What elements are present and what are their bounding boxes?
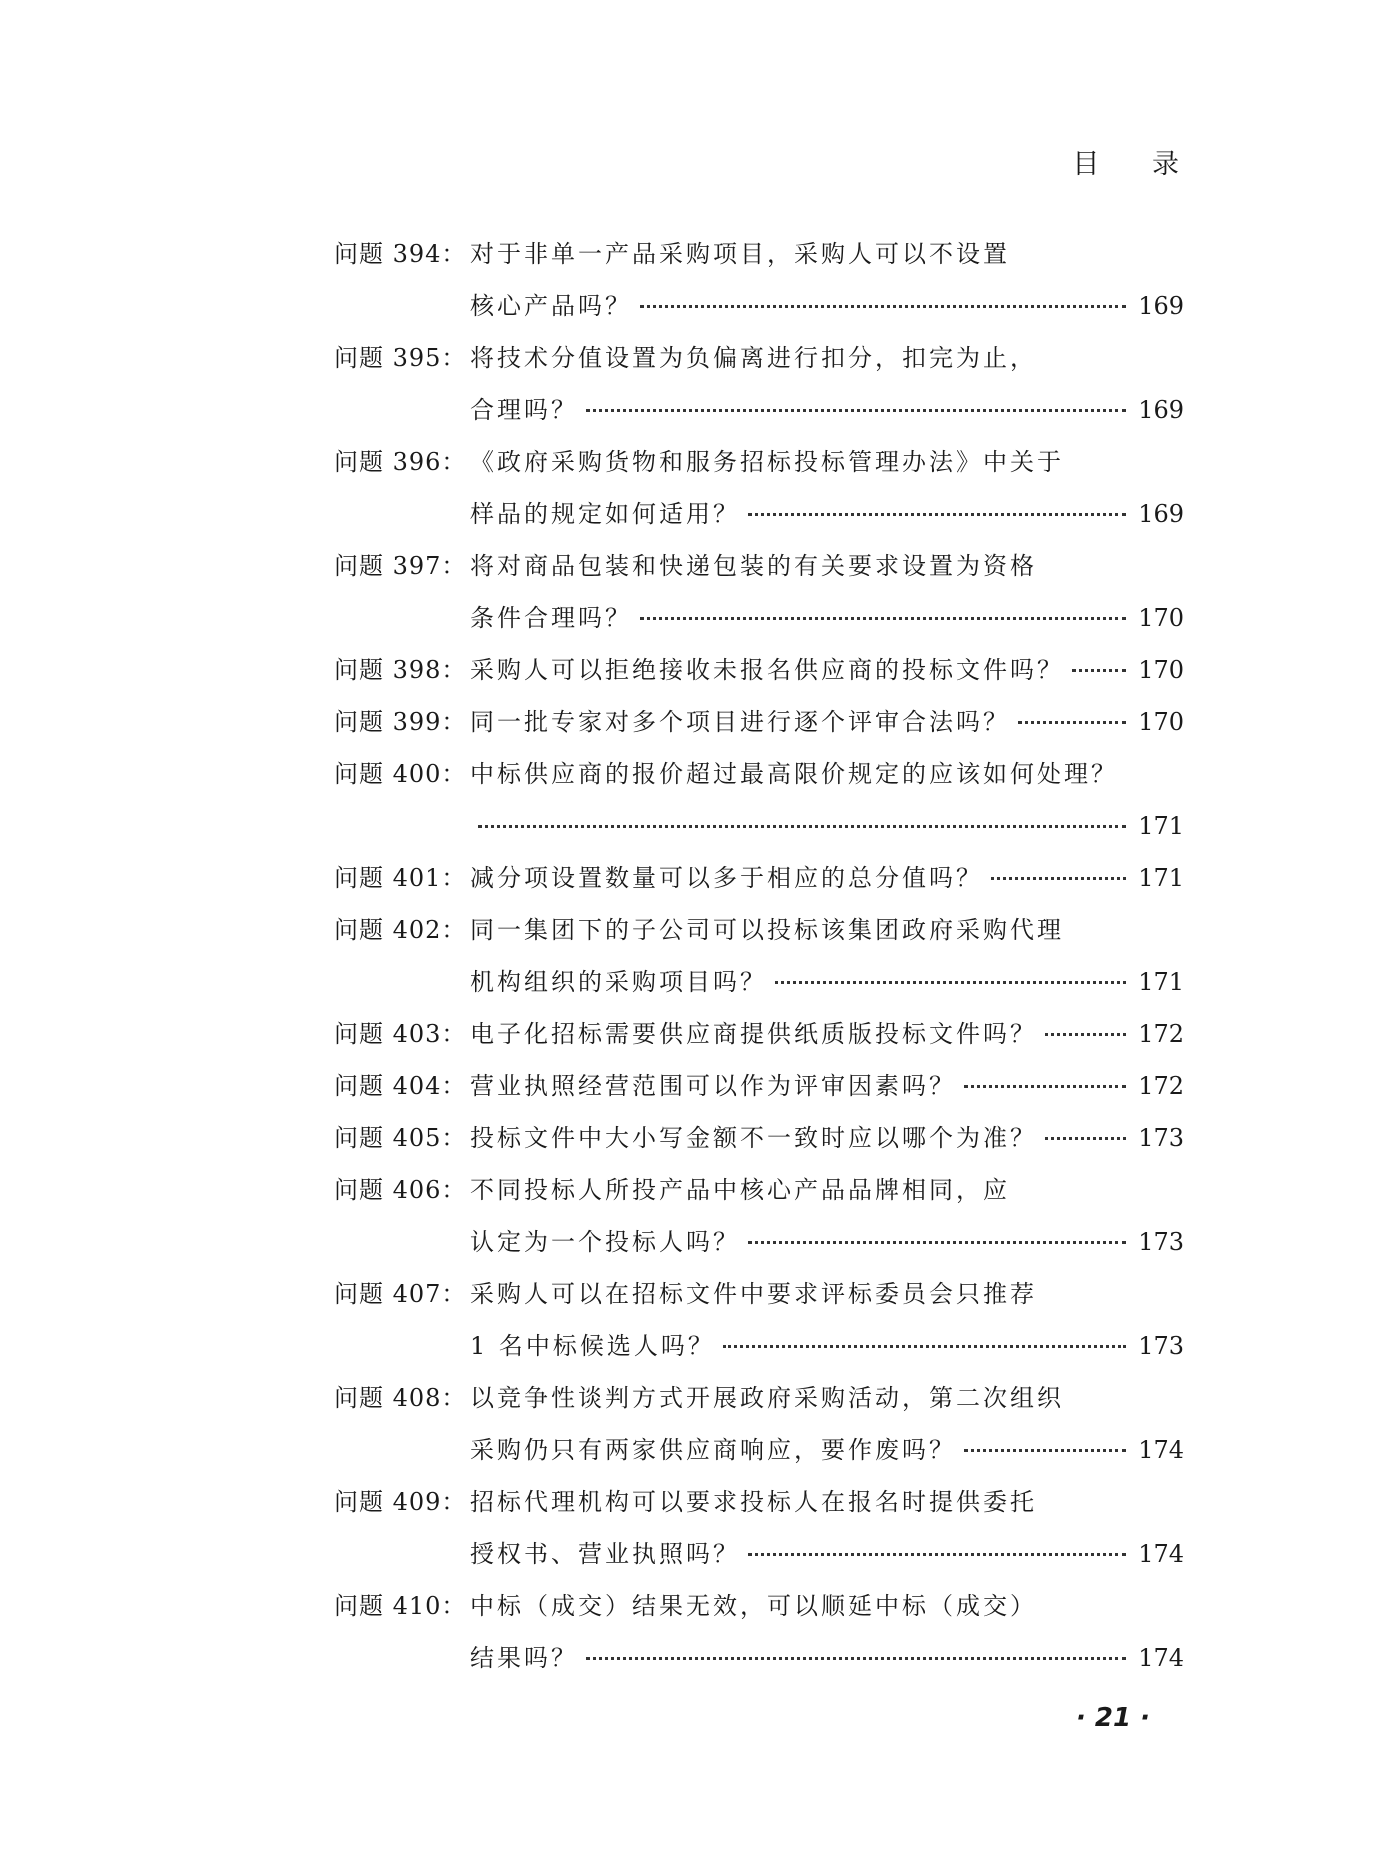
question-text: 以竞争性谈判方式开展政府采购活动，第二次组织 bbox=[470, 1384, 1064, 1412]
toc-entry-line bbox=[334, 1174, 1184, 1206]
toc-entry-last-line bbox=[334, 1642, 1184, 1674]
dot-leader bbox=[478, 825, 1126, 828]
page-number: · 21 · bbox=[1076, 1703, 1151, 1733]
dot-leader bbox=[1018, 721, 1126, 724]
toc-entry-last-line bbox=[334, 394, 1184, 426]
toc-entry bbox=[334, 914, 1184, 998]
toc-entry bbox=[334, 342, 1184, 426]
section-header: 目 录 bbox=[1072, 149, 1201, 180]
toc-entry-last-line bbox=[334, 810, 1184, 842]
page-ref: 169 bbox=[1138, 500, 1184, 528]
question-text: 电子化招标需要供应商提供纸质版投标文件吗？ bbox=[470, 1020, 1037, 1048]
toc-entry-last-line bbox=[334, 290, 1184, 322]
toc-entry-last-line bbox=[334, 1434, 1184, 1466]
dot-leader bbox=[964, 1449, 1126, 1452]
toc-entry-last-line bbox=[334, 1330, 1184, 1362]
question-text: 招标代理机构可以要求投标人在报名时提供委托 bbox=[470, 1488, 1037, 1516]
dot-leader bbox=[723, 1345, 1126, 1348]
toc-entry-line bbox=[334, 914, 1184, 946]
question-text: 营业执照经营范围可以作为评审因素吗？ bbox=[470, 1072, 956, 1100]
toc-entry bbox=[334, 758, 1184, 842]
question-text: 采购仍只有两家供应商响应，要作废吗？ bbox=[470, 1436, 956, 1464]
question-text: 条件合理吗？ bbox=[470, 604, 632, 632]
toc-entry-line bbox=[334, 1382, 1184, 1414]
question-label: 问题 403： bbox=[334, 1020, 467, 1048]
question-label: 问题 405： bbox=[334, 1124, 467, 1152]
toc-entry-line bbox=[334, 1590, 1184, 1622]
question-text: 采购人可以拒绝接收未报名供应商的投标文件吗？ bbox=[470, 656, 1064, 684]
question-text: 授权书、营业执照吗？ bbox=[470, 1540, 740, 1568]
toc-entry bbox=[334, 1122, 1184, 1154]
toc-entry-line bbox=[334, 238, 1184, 270]
question-text: 机构组织的采购项目吗？ bbox=[470, 968, 767, 996]
dot-leader bbox=[586, 409, 1126, 412]
toc-entry bbox=[334, 1070, 1184, 1102]
question-label: 问题 406： bbox=[334, 1176, 467, 1204]
toc-entry-last-line bbox=[334, 1018, 1184, 1050]
question-text: 中标供应商的报价超过最高限价规定的应该如何处理？ bbox=[470, 760, 1118, 788]
page-ref: 169 bbox=[1138, 292, 1184, 320]
toc-entry-line bbox=[334, 758, 1184, 790]
question-label: 问题 404： bbox=[334, 1072, 467, 1100]
question-text: 核心产品吗？ bbox=[470, 292, 632, 320]
dot-leader bbox=[1045, 1137, 1126, 1140]
toc-entry bbox=[334, 446, 1184, 530]
toc-entry bbox=[334, 1174, 1184, 1258]
page-ref: 169 bbox=[1138, 396, 1184, 424]
question-text: 同一集团下的子公司可以投标该集团政府采购代理 bbox=[470, 916, 1064, 944]
dot-leader bbox=[748, 1553, 1126, 1556]
page-ref: 171 bbox=[1138, 864, 1184, 892]
question-label: 问题 402： bbox=[334, 916, 467, 944]
toc-entry-last-line bbox=[334, 966, 1184, 998]
page-ref: 173 bbox=[1138, 1332, 1184, 1360]
toc-entry-last-line bbox=[334, 1538, 1184, 1570]
dot-leader bbox=[640, 617, 1126, 620]
question-label: 问题 407： bbox=[334, 1280, 467, 1308]
toc-entry-last-line bbox=[334, 498, 1184, 530]
toc-entry bbox=[334, 1018, 1184, 1050]
question-label: 问题 400： bbox=[334, 760, 467, 788]
table-of-contents bbox=[334, 238, 1184, 1694]
question-text: 同一批专家对多个项目进行逐个评审合法吗？ bbox=[470, 708, 1010, 736]
toc-entry-last-line bbox=[334, 654, 1184, 686]
question-label: 问题 397： bbox=[334, 552, 467, 580]
toc-entry-last-line bbox=[334, 862, 1184, 894]
question-label: 问题 401： bbox=[334, 864, 467, 892]
toc-entry-line bbox=[334, 550, 1184, 582]
dot-leader bbox=[1045, 1033, 1126, 1036]
page-ref: 174 bbox=[1138, 1436, 1184, 1464]
dot-leader bbox=[964, 1085, 1126, 1088]
question-label: 问题 399： bbox=[334, 708, 467, 736]
toc-entry-line bbox=[334, 342, 1184, 374]
page-ref: 171 bbox=[1138, 812, 1184, 840]
question-text: 合理吗？ bbox=[470, 396, 578, 424]
question-label: 问题 409： bbox=[334, 1488, 467, 1516]
question-text: 结果吗？ bbox=[470, 1644, 578, 1672]
dot-leader bbox=[775, 981, 1126, 984]
question-text: 对于非单一产品采购项目，采购人可以不设置 bbox=[470, 240, 1010, 268]
toc-entry bbox=[334, 862, 1184, 894]
question-text: 减分项设置数量可以多于相应的总分值吗？ bbox=[470, 864, 983, 892]
question-label: 问题 410： bbox=[334, 1592, 467, 1620]
toc-entry bbox=[334, 706, 1184, 738]
toc-entry-line bbox=[334, 1278, 1184, 1310]
question-text: 中标（成交）结果无效，可以顺延中标（成交） bbox=[470, 1592, 1037, 1620]
toc-entry bbox=[334, 1486, 1184, 1570]
question-label: 问题 395： bbox=[334, 344, 467, 372]
toc-entry bbox=[334, 550, 1184, 634]
question-text: 不同投标人所投产品中核心产品品牌相同，应 bbox=[470, 1176, 1010, 1204]
toc-entry-line bbox=[334, 1486, 1184, 1518]
toc-entry-last-line bbox=[334, 602, 1184, 634]
question-text: 采购人可以在招标文件中要求评标委员会只推荐 bbox=[470, 1280, 1037, 1308]
page-ref: 170 bbox=[1138, 708, 1184, 736]
toc-entry-line bbox=[334, 446, 1184, 478]
toc-entry bbox=[334, 1278, 1184, 1362]
question-text: 《政府采购货物和服务招标投标管理办法》中关于 bbox=[470, 448, 1064, 476]
question-label: 问题 394： bbox=[334, 240, 467, 268]
toc-entry bbox=[334, 238, 1184, 322]
question-text: 样品的规定如何适用？ bbox=[470, 500, 740, 528]
question-text: 将技术分值设置为负偏离进行扣分，扣完为止， bbox=[470, 344, 1037, 372]
toc-entry bbox=[334, 1382, 1184, 1466]
page-ref: 174 bbox=[1138, 1644, 1184, 1672]
page-ref: 170 bbox=[1138, 656, 1184, 684]
page-ref: 172 bbox=[1138, 1020, 1184, 1048]
question-label: 问题 398： bbox=[334, 656, 467, 684]
page-ref: 173 bbox=[1138, 1124, 1184, 1152]
question-label: 问题 408： bbox=[334, 1384, 467, 1412]
dot-leader bbox=[748, 1241, 1126, 1244]
toc-entry-last-line bbox=[334, 1226, 1184, 1258]
question-label: 问题 396： bbox=[334, 448, 467, 476]
toc-entry-last-line bbox=[334, 1122, 1184, 1154]
toc-entry bbox=[334, 1590, 1184, 1674]
toc-entry-last-line bbox=[334, 1070, 1184, 1102]
dot-leader bbox=[1072, 669, 1126, 672]
dot-leader bbox=[991, 877, 1126, 880]
dot-leader bbox=[586, 1657, 1126, 1660]
question-text: 将对商品包装和快递包装的有关要求设置为资格 bbox=[470, 552, 1037, 580]
question-text: 1 名中标候选人吗？ bbox=[470, 1332, 715, 1360]
page-ref: 173 bbox=[1138, 1228, 1184, 1256]
toc-entry-last-line bbox=[334, 706, 1184, 738]
page-ref: 172 bbox=[1138, 1072, 1184, 1100]
page-ref: 170 bbox=[1138, 604, 1184, 632]
dot-leader bbox=[640, 305, 1126, 308]
toc-entry bbox=[334, 654, 1184, 686]
page-ref: 174 bbox=[1138, 1540, 1184, 1568]
page-ref: 171 bbox=[1138, 968, 1184, 996]
question-text: 投标文件中大小写金额不一致时应以哪个为准？ bbox=[470, 1124, 1037, 1152]
dot-leader bbox=[748, 513, 1126, 516]
question-text: 认定为一个投标人吗？ bbox=[470, 1228, 740, 1256]
